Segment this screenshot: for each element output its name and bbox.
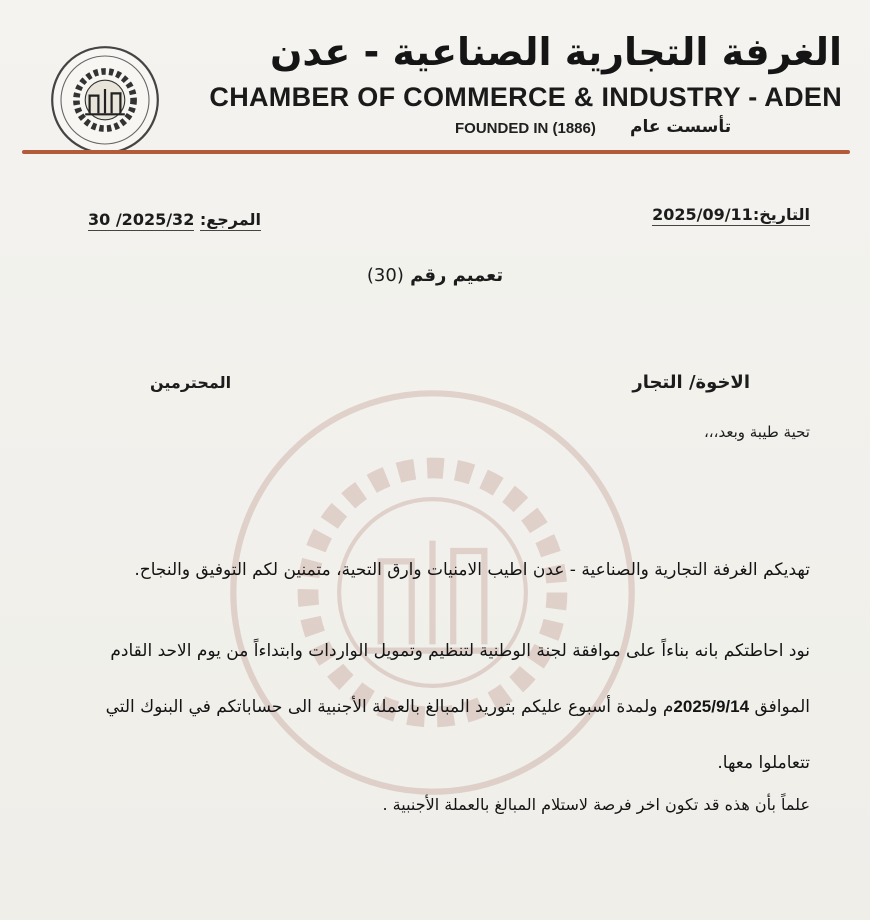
chamber-title-arabic: الغرفة التجارية الصناعية - عدن (269, 30, 842, 74)
chamber-logo-icon (50, 45, 160, 155)
founded-year: FOUNDED IN (1886) (455, 120, 596, 137)
circular-label: تعميم رقم (410, 265, 504, 286)
body-paragraph-1: تهديكم الغرفة التجارية والصناعية - عدن اطيب الامنيات وارق التحية، متمنين لكم التوفيق والنجاح. (134, 560, 810, 580)
reference-value: 30 /2025/32 (88, 210, 195, 229)
date-value: 2025/09/11 (652, 205, 753, 224)
circular-title (0, 265, 870, 286)
header-divider (22, 150, 850, 154)
greeting: تحية طيبة وبعد،،، (703, 423, 810, 441)
date-line (652, 205, 810, 224)
body-paragraph-2-start: نود احاطتكم بانه بناءاً على موافقة لجنة الوطنية لتنظيم وتمويل الواردات وابتداءاً من يوم الاحد القادم الموافق (110, 641, 810, 717)
chamber-title-english: CHAMBER OF COMMERCE & INDUSTRY - ADEN (209, 82, 842, 112)
addressee: الاخوة/ التجار (632, 372, 750, 393)
body-paragraph-2 (65, 623, 810, 791)
founded-label-arabic: تأسست عام (630, 117, 732, 137)
reference-line (88, 210, 261, 229)
circular-number: (30) (366, 265, 404, 286)
body-paragraph-2-date: 2025/9/14 (673, 697, 750, 716)
respected-salutation: المحترمين (150, 373, 232, 392)
body-paragraph-2-end: م ولمدة أسبوع عليكم بتوريد المبالغ بالعملة الأجنبية الى حساباتكم في البنوك التي تتعاملوا معها. (105, 697, 810, 773)
date-label: التاريخ: (752, 205, 810, 224)
body-paragraph-3: علماً بأن هذه قد تكون اخر فرصة لاستلام المبالغ بالعملة الأجنبية . (382, 795, 810, 814)
reference-label: المرجع: (199, 210, 261, 229)
